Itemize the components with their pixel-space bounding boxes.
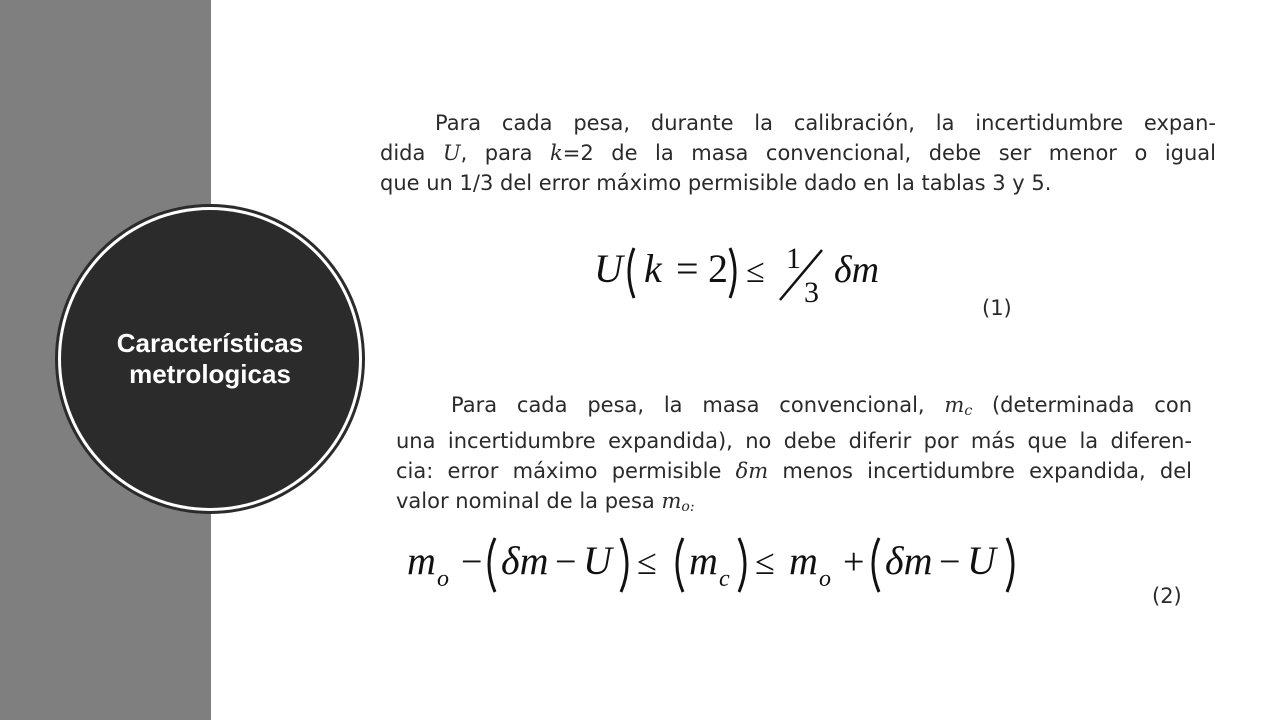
formula-delta-m: δm xyxy=(885,538,933,583)
title-circle xyxy=(61,210,359,508)
math-symbol-delta-m: δm xyxy=(735,459,769,483)
equation-number: (2) xyxy=(1152,584,1182,608)
formula-mass-bounds xyxy=(405,530,1045,600)
slide-title: Características metrologicas xyxy=(116,328,304,389)
text-fragment: Para cada pesa, la masa convencional, xyxy=(451,393,945,417)
formula-paren-open xyxy=(873,538,879,592)
text-fragment: , para xyxy=(460,141,551,165)
formula-m: m xyxy=(789,538,818,583)
formula-paren-close xyxy=(739,538,745,592)
paragraph-line xyxy=(396,456,1192,486)
paragraph-line xyxy=(396,486,1192,522)
paragraph-line: una incertidumbre expandida), no debe diferir por más que la diferen- xyxy=(396,429,1192,453)
formula-minus: − xyxy=(555,541,577,583)
text-fragment: dida xyxy=(380,141,443,165)
formula-paren-close xyxy=(621,538,627,592)
math-subscript: o: xyxy=(681,499,695,515)
math-symbol-m: m xyxy=(661,489,682,513)
text-fragment: =2 de la masa convencional, debe ser menor o igual xyxy=(562,141,1216,165)
formula-u: U xyxy=(967,538,996,583)
formula-equals: = xyxy=(676,246,699,291)
paragraph-line: que un 1/3 del error máximo permisible dado en la tablas 3 y 5. xyxy=(380,171,1052,195)
formula-leq: ≤ xyxy=(637,542,657,582)
formula-sub-o: o xyxy=(437,566,449,592)
text-fragment: valor nominal de la pesa xyxy=(396,489,662,513)
math-symbol-k: k xyxy=(550,141,563,165)
paragraph-line: Para cada pesa, durante la calibración, la incertidumbre expan- xyxy=(435,111,1216,135)
formula-plus: + xyxy=(843,541,865,583)
math-symbol-u: U xyxy=(442,141,461,165)
formula-paren-close xyxy=(730,248,735,298)
formula-minus: − xyxy=(939,541,961,583)
paragraph-calibration xyxy=(380,108,1216,198)
formula-delta-m: δm xyxy=(501,538,549,583)
math-symbol-m: m xyxy=(944,393,965,417)
formula-sub-c: c xyxy=(719,566,730,592)
paragraph-line xyxy=(396,390,1192,426)
equation-number: (1) xyxy=(982,296,1012,320)
formula-leq: ≤ xyxy=(746,253,765,290)
formula-paren-close xyxy=(1007,538,1013,592)
text-fragment: (determinada con xyxy=(972,393,1192,417)
formula-u: U xyxy=(583,538,612,583)
formula-denominator: 3 xyxy=(804,276,819,309)
formula-numerator: 1 xyxy=(786,242,801,275)
text-fragment: cia: error máximo permisible xyxy=(396,459,736,483)
formula-paren-open xyxy=(489,538,495,592)
paragraph-conventional-mass xyxy=(396,390,1192,522)
formula-paren-open xyxy=(629,248,634,298)
formula-uncertainty xyxy=(590,232,910,312)
text-fragment: menos incertidumbre expandida, del xyxy=(768,459,1192,483)
formula-m: m xyxy=(689,538,718,583)
formula-minus: − xyxy=(461,541,483,583)
formula-paren-open xyxy=(677,538,683,592)
paragraph-line xyxy=(380,138,1216,168)
formula-delta-m: δm xyxy=(834,249,880,291)
formula-sub-o: o xyxy=(819,566,831,592)
formula-u: U xyxy=(594,246,623,291)
formula-k: k xyxy=(644,246,662,291)
formula-leq: ≤ xyxy=(755,542,775,582)
formula-m: m xyxy=(407,538,436,583)
math-subscript: c xyxy=(964,403,973,419)
formula-two: 2 xyxy=(708,246,728,291)
